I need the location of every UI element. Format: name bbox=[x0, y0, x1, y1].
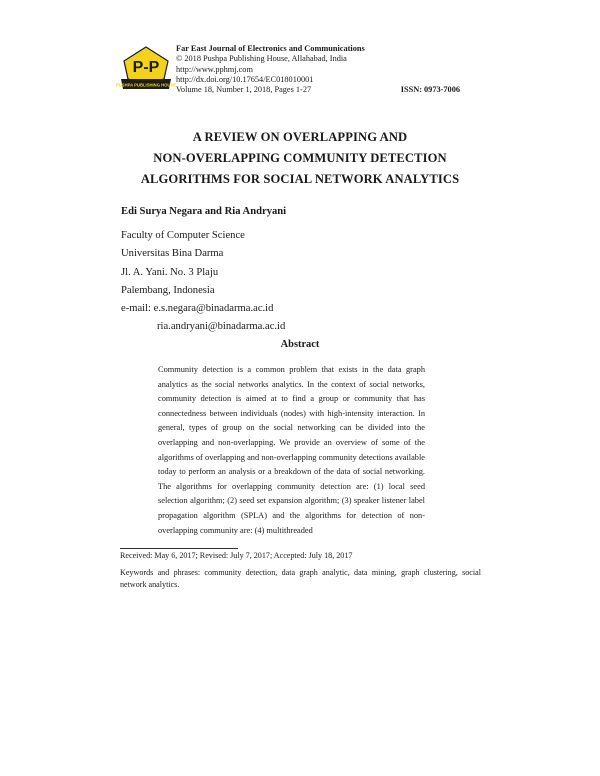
affiliation-street: Jl. A. Yani. No. 3 Plaju bbox=[121, 266, 219, 278]
affiliation-block bbox=[121, 227, 285, 337]
doi-link[interactable]: http://dx.doi.org/10.17654/EC018010001 bbox=[176, 74, 314, 84]
journal-url[interactable]: http://www.pphmj.com bbox=[176, 64, 253, 74]
logo-letters: P-P bbox=[132, 59, 160, 76]
keywords: Keywords and phrases: community detection, data graph analytic, data mining, graph clustering, social network analytics. bbox=[120, 568, 481, 590]
journal-header bbox=[176, 44, 460, 95]
abstract-text: Community detection is a common problem that exists in the data graph analytics as the social networks analytics. In the context of social networks, community detection is aimed at to find a group or community that has connectedness between individuals (nodes) with high-intensity interaction. In general, types of group on the social networking can be divided into the overlapping and non-overlapping. We provide an overview of some of the algorithms of overlapping and non-overlapping community detections available today to perform an analysis or a breakdown of the data of social networking. The algorithms for overlapping community detection are: (1) local seed selection algorithm; (2) seed set expansion algorithm; (3) speaker listener label propagation algorithm (SPLA) and the algorithms for detection of non-overlapping community are: (4) multithreaded bbox=[158, 365, 425, 535]
authors: Edi Surya Negara and Ria Andryani bbox=[121, 206, 287, 217]
footnote-divider bbox=[120, 548, 238, 549]
journal-name: Far East Journal of Electronics and Communications bbox=[176, 44, 365, 53]
email-1[interactable]: e-mail: e.s.negara@binadarma.ac.id bbox=[121, 303, 274, 315]
affiliation-city: Palembang, Indonesia bbox=[121, 284, 215, 296]
abstract-heading: Abstract bbox=[280, 339, 320, 350]
paper-title bbox=[100, 127, 500, 190]
affiliation-dept: Faculty of Computer Science bbox=[121, 230, 245, 241]
email-2[interactable]: ria.andryani@binadarma.ac.id bbox=[157, 321, 286, 333]
received-dates: Received: May 6, 2017; Revised: July 7, 2017; Accepted: July 18, 2017 bbox=[120, 551, 353, 560]
affiliation-university: Universitas Bina Darma bbox=[121, 248, 224, 260]
title-line-1: A REVIEW ON OVERLAPPING AND bbox=[192, 130, 408, 144]
publisher-logo bbox=[115, 45, 177, 93]
title-line-2: NON-OVERLAPPING COMMUNITY DETECTION bbox=[153, 151, 447, 165]
volume-info: Volume 18, Number 1, 2018, Pages 1-27 bbox=[176, 85, 312, 95]
issn: ISSN: 0973-7006 bbox=[400, 85, 460, 95]
copyright-line: © 2018 Pushpa Publishing House, Allahabad, India bbox=[176, 54, 347, 64]
logo-ribbon-text: PUSHPA PUBLISHING HOUSE bbox=[115, 82, 177, 88]
title-line-3: ALGORITHMS FOR SOCIAL NETWORK ANALYTICS bbox=[140, 172, 460, 186]
